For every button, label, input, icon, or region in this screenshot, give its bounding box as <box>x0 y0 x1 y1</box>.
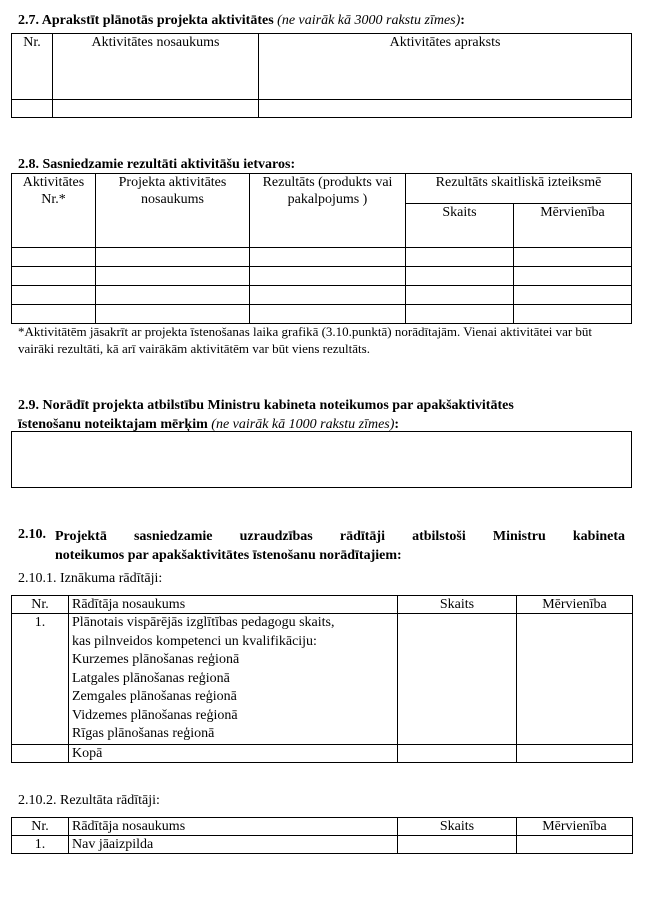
table-row <box>12 614 633 745</box>
col-header-unit: Mērvienība <box>517 596 633 614</box>
table-header-row <box>12 818 633 836</box>
colon: : <box>460 13 465 28</box>
output-indicators-table <box>11 595 633 763</box>
col-header-count: Skaits <box>398 818 517 836</box>
col-header-activity-nr: Aktivitātes Nr.* <box>12 174 96 248</box>
table-cell[interactable] <box>96 286 250 305</box>
row-nr: 1. <box>12 614 69 745</box>
table-cell[interactable] <box>406 248 514 267</box>
results-footnote: *Aktivitātēm jāsakrīt ar projekta īstenošanas laika grafikā (3.10.punktā) norādītajām. Vienai aktivitātei var būt vairāki rezultāti, kā arī vairākām aktivitātēm var būt viens rezultāts. <box>18 324 593 356</box>
region-riga: Rīgas plānošanas reģionā <box>72 726 215 741</box>
total-label: Kopā <box>69 744 398 762</box>
result-indicators-title: 2.10.2. Rezultāta rādītāji: <box>18 793 160 808</box>
region-kurzeme: Kurzemes plānošanas reģionā <box>72 652 240 667</box>
section-2-9-heading <box>18 396 630 434</box>
table-cell[interactable] <box>250 286 406 305</box>
table-cell[interactable] <box>517 744 633 762</box>
region-vidzeme: Vidzemes plānošanas reģionā <box>72 707 238 723</box>
table-cell[interactable] <box>96 305 250 324</box>
section-2-9-title-line1: 2.9. Norādīt projekta atbilstību Ministru kabineta noteikumos par apakšaktivitātes <box>18 398 514 413</box>
col-header-nr: Nr. <box>12 34 53 100</box>
table-cell[interactable] <box>96 248 250 267</box>
col-header-count: Skaits <box>406 204 514 248</box>
indicator-line: Plānotais vispārējās izglītības pedagogu skaits, <box>72 615 335 630</box>
section-2-10-number: 2.10. <box>18 527 46 542</box>
table-header-row <box>12 596 633 614</box>
table-header-row <box>12 34 632 100</box>
col-header-project-activity-name: Projekta aktivitātes nosaukums <box>96 174 250 248</box>
results-table <box>11 173 632 324</box>
table-cell[interactable] <box>12 286 96 305</box>
col-header-nr: Nr. <box>12 818 69 836</box>
indicator-name-cell <box>69 614 398 745</box>
col-header-indicator-name: Rādītāja nosaukums <box>69 596 398 614</box>
table-row <box>12 744 633 762</box>
col-header-nr: Nr. <box>12 596 69 614</box>
region-latgale: Latgales plānošanas reģionā <box>72 670 230 686</box>
table-row <box>12 836 633 854</box>
section-2-10-title-line1: Projektā sasniedzamie uzraudzības rādītāji atbilstoši Ministru kabineta <box>55 529 625 544</box>
table-cell[interactable] <box>398 836 517 854</box>
table-header-row <box>12 174 632 204</box>
section-2-7-title: 2.7. Aprakstīt plānotās projekta aktivitātes <box>18 13 274 28</box>
table-cell[interactable] <box>406 305 514 324</box>
table-cell[interactable] <box>517 836 633 854</box>
table-cell[interactable] <box>12 100 53 118</box>
table-cell[interactable] <box>514 305 632 324</box>
col-header-unit: Mērvienība <box>517 818 633 836</box>
table-row <box>12 100 632 118</box>
section-2-7-heading <box>18 13 465 29</box>
table-cell[interactable] <box>12 248 96 267</box>
table-row <box>12 267 632 286</box>
table-cell[interactable] <box>514 248 632 267</box>
table-cell[interactable] <box>398 744 517 762</box>
section-2-10-title-line2: noteikumos par apakšaktivitātes īstenošanu norādītajiem: <box>55 548 402 563</box>
indicator-line: kas pilnveidos kompetenci un kvalifikāciju: <box>72 633 317 649</box>
table-row <box>12 286 632 305</box>
col-header-numeric-expression: Rezultāts skaitliskā izteiksmē <box>406 174 632 204</box>
table-cell[interactable] <box>12 267 96 286</box>
table-cell[interactable] <box>250 267 406 286</box>
col-header-result: Rezultāts (produkts vai pakalpojums ) <box>250 174 406 248</box>
section-2-10-heading <box>55 527 625 565</box>
result-indicators-table <box>11 817 633 854</box>
output-indicators-title: 2.10.1. Iznākuma rādītāji: <box>18 571 163 586</box>
table-cell[interactable] <box>96 267 250 286</box>
section-2-9-hint: (ne vairāk kā 1000 rakstu zīmes) <box>211 417 395 432</box>
table-cell[interactable] <box>259 100 632 118</box>
col-header-activity-name: Aktivitātes nosaukums <box>53 34 259 100</box>
colon: : <box>394 417 400 432</box>
col-header-indicator-name: Rādītāja nosaukums <box>69 818 398 836</box>
section-2-9-title-line2: īstenošanu noteiktajam mērķim <box>18 417 208 432</box>
table-cell[interactable] <box>406 286 514 305</box>
table-row <box>12 248 632 267</box>
table-cell[interactable] <box>514 267 632 286</box>
table-cell[interactable] <box>53 100 259 118</box>
region-zemgale: Zemgales plānošanas reģionā <box>72 689 237 704</box>
table-cell[interactable] <box>398 614 517 745</box>
col-header-activity-description: Aktivitātes apraksts <box>259 34 632 100</box>
table-cell[interactable] <box>12 305 96 324</box>
table-cell[interactable] <box>517 614 633 745</box>
table-row <box>12 305 632 324</box>
indicator-name-cell: Nav jāaizpilda <box>69 836 398 854</box>
section-2-8-heading: 2.8. Sasniedzamie rezultāti aktivitāšu ietvaros: <box>18 157 296 172</box>
col-header-unit: Mērvienība <box>514 204 632 248</box>
table-cell[interactable] <box>514 286 632 305</box>
col-header-count: Skaits <box>398 596 517 614</box>
section-2-7-hint: (ne vairāk kā 3000 rakstu zīmes) <box>277 13 461 28</box>
activities-table <box>11 33 632 118</box>
table-cell[interactable] <box>250 305 406 324</box>
objective-compliance-box[interactable] <box>11 431 632 488</box>
table-cell[interactable] <box>250 248 406 267</box>
table-cell[interactable] <box>406 267 514 286</box>
row-nr: 1. <box>12 836 69 854</box>
table-cell <box>12 744 69 762</box>
